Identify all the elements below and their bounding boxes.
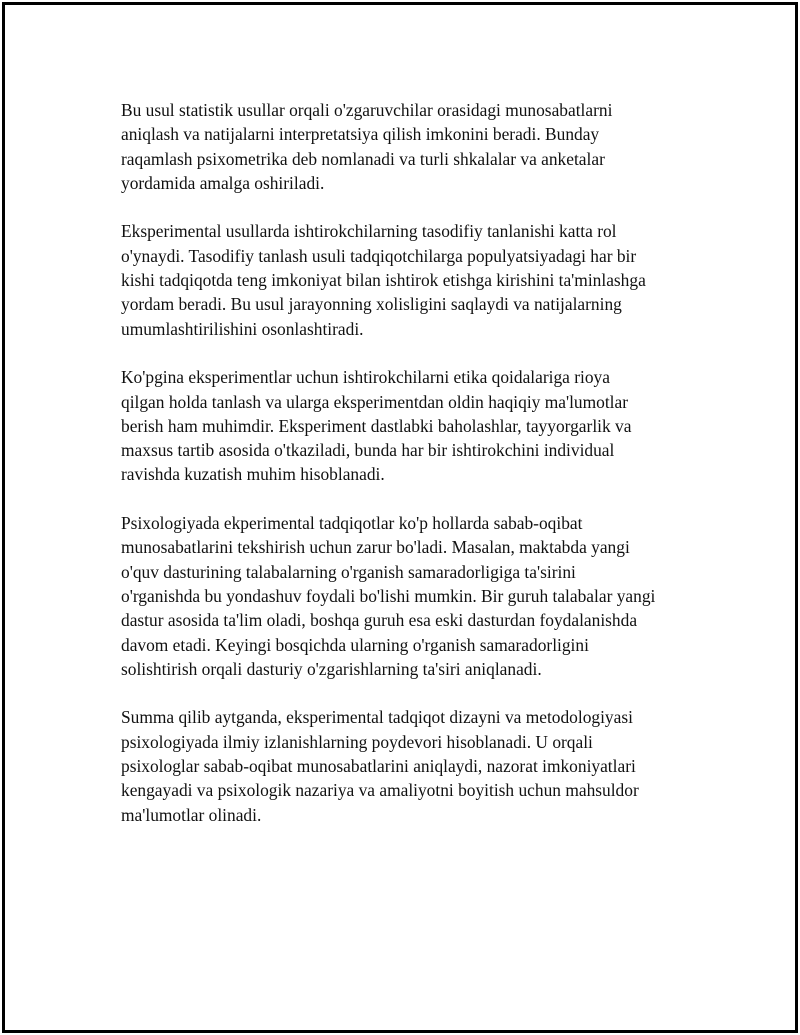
text-line: kengayadi va psixologik nazariya va amaliyotni boyitish uchun mahsuldor	[121, 780, 639, 801]
text-line: Eksperimental usullarda ishtirokchilarning tasodifiy tanlanishi katta rol	[121, 221, 617, 242]
text-line: yordamida amalga oshiriladi.	[121, 172, 325, 193]
text-line: aniqlash va natijalarni interpretatsiya qilish imkonini beradi. Bunday	[121, 124, 600, 145]
body-text	[121, 98, 706, 851]
text-line: raqamlash psixometrika deb nomlanadi va turli shkalalar va anketalar	[121, 148, 605, 169]
text-line: solishtirish orqali dasturiy o'zgarishlarning ta'siri aniqlanadi.	[121, 658, 542, 679]
text-line: berish ham muhimdir. Eksperiment dastlabki baholashlar, tayyorgarlik va	[121, 415, 632, 436]
text-line: yordam beradi. Bu usul jarayonning xolisligini saqlaydi va natijalarning	[121, 294, 622, 315]
text-line: davom etadi. Keyingi bosqichda ularning o'rganish samaradorligini	[121, 634, 589, 655]
text-line: Ko'pgina eksperimentlar uchun ishtirokchilarni etika qoidalariga rioya	[121, 367, 610, 388]
text-line: o'rganishda bu yondashuv foydali bo'lishi mumkin. Bir guruh talabalar yangi	[121, 585, 656, 606]
text-line: psixologlar sabab-oqibat munosabatlarini aniqlaydi, nazorat imkoniyatlari	[121, 756, 636, 777]
text-line: munosabatlarini tekshirish uchun zarur bo'ladi. Masalan, maktabda yangi	[121, 537, 630, 558]
text-line: dastur asosida ta'lim oladi, boshqa guruh esa eski dasturdan foydalanishda	[121, 610, 638, 631]
text-line: Summa qilib aytganda, eksperimental tadqiqot dizayni va metodologiyasi	[121, 707, 633, 728]
text-line: Psixologiyada ekperimental tadqiqotlar ko'p hollarda sabab-oqibat	[121, 513, 583, 534]
text-line: Bu usul statistik usullar orqali o'zgaruvchilar orasidagi munosabatlarni	[121, 100, 613, 120]
text-line: ma'lumotlar olinadi.	[121, 804, 262, 825]
text-line: o'ynaydi. Tasodifiy tanlash usuli tadqiqotchilarga populyatsiyadagi har bir	[121, 245, 637, 266]
text-line: umumlashtirilishini osonlashtiradi.	[121, 318, 364, 339]
text-line: kishi tadqiqotda teng imkoniyat bilan ishtirok etishga kirishini ta'minlashga	[121, 270, 646, 291]
paragraph-1	[121, 98, 706, 195]
text-line: psixologiyada ilmiy izlanishlarning poydevori hisoblanadi. U orqali	[121, 731, 593, 752]
paragraph-2	[121, 219, 706, 340]
text-line: maxsus tartib asosida o'tkaziladi, bunda har bir ishtirokchini individual	[121, 440, 615, 461]
paragraph-5	[121, 705, 706, 826]
text-line: qilgan holda tanlash va ularga eksperimentdan oldin haqiqiy ma'lumotlar	[121, 391, 629, 412]
paragraph-3	[121, 365, 706, 486]
page-frame	[2, 2, 798, 1033]
text-line: ravishda kuzatish muhim hisoblanadi.	[121, 464, 385, 485]
paragraph-4	[121, 511, 706, 681]
text-line: o'quv dasturining talabalarning o'rganish samaradorligiga ta'sirini	[121, 561, 576, 582]
